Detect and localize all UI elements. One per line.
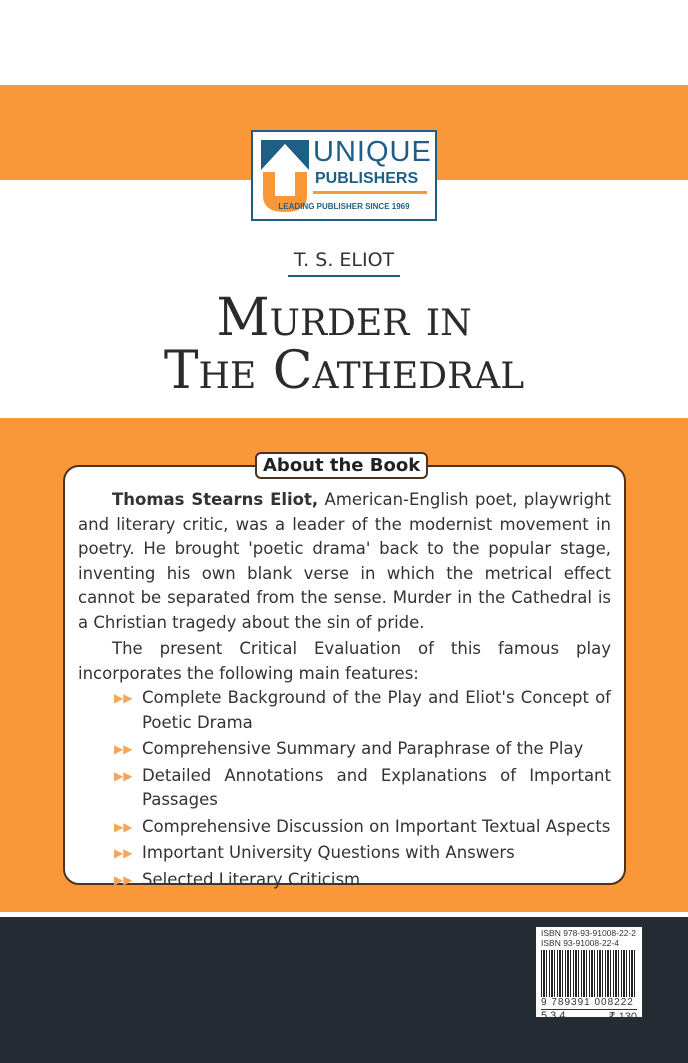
logo-underline: [313, 191, 427, 194]
isbn10: ISBN 93-91008-22-4: [541, 938, 619, 948]
list-item: ▶▶ Detailed Annotations and Explanations of Important Passages: [114, 765, 611, 809]
author: [0, 249, 688, 271]
list-item: ▶▶ Comprehensive Summary and Paraphrase of the Play: [78, 737, 611, 762]
about-heading: About the Book: [255, 452, 428, 479]
list-item: ▶▶ Comprehensive Discussion on Important Textual Aspects: [78, 815, 611, 840]
author-name: T. S. ELIOT: [288, 249, 400, 277]
about-text: [78, 488, 611, 894]
intro-text: American-English poet, playwright and literary critic, was a leader of the modernist movement in poetry. He brought 'poetic drama' back to the popular stage, inventing his own blank verse in which the metrical effect cannot be separated from the sense. Murder in the Cathedral is a Christian tragedy about the sin of pride.: [78, 490, 611, 632]
list-item: ▶▶ Selected Literary Criticism: [78, 868, 611, 893]
list-item: ▶▶ Complete Background of the Play and Eliot's Concept of Poetic Drama: [114, 688, 611, 732]
bullet-icon: ▶▶: [114, 691, 133, 705]
list-item: ▶▶ Important University Questions with Answers: [78, 841, 611, 866]
intro-paragraph: [78, 488, 611, 635]
title-line2: The Cathedral: [163, 341, 525, 401]
features-list: [78, 686, 611, 892]
logo-tagline: LEADING PUBLISHER SINCE 1969: [278, 202, 410, 211]
barcode-bars: [541, 950, 637, 997]
logo-publishers: PUBLISHERS: [315, 170, 419, 187]
bullet-icon: ▶▶: [114, 819, 133, 834]
title-line1: Murder in: [216, 288, 472, 348]
publisher-logo: [251, 130, 437, 221]
bullet-icon: ▶▶: [114, 872, 133, 887]
barcode-label: [536, 927, 642, 1023]
para2: The present Critical Evaluation of this famous play incorporates the following main features:: [78, 639, 611, 683]
bullet-icon: ▶▶: [114, 768, 133, 783]
code: 5.3.4: [541, 1010, 566, 1022]
bullet-icon: ▶▶: [114, 742, 133, 756]
barcode-footer: [541, 1009, 637, 1023]
bullet-icon: ▶▶: [114, 846, 133, 860]
isbn13: ISBN 978-93-91008-22-2: [541, 928, 636, 938]
logo-unique: UNIQUE: [313, 136, 432, 168]
barcode-digits: 9 789391 008222: [541, 997, 634, 1008]
intro-bold: Thomas Stearns Eliot,: [112, 490, 319, 509]
price: ₹ 130: [608, 1011, 637, 1023]
